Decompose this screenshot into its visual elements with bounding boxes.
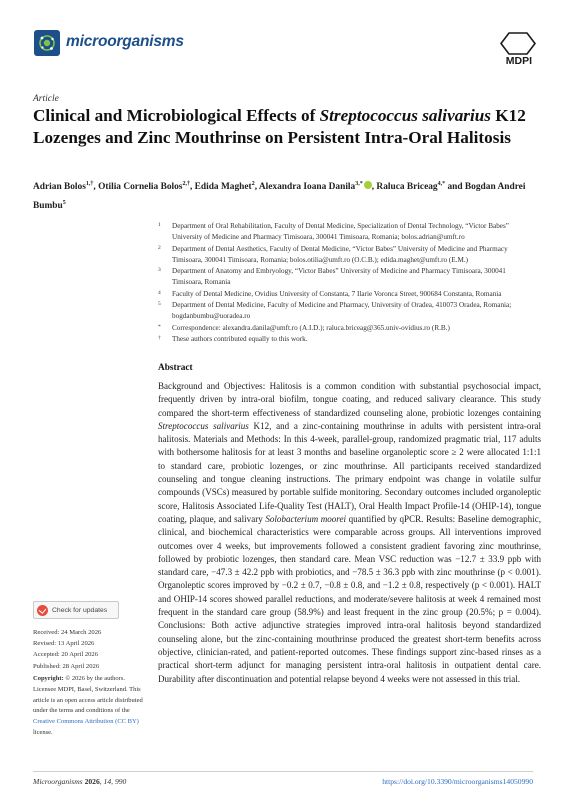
publication-date: Revised: 13 April 2026 (33, 640, 95, 648)
check-for-updates-button[interactable] (33, 601, 119, 619)
check-updates-icon (37, 605, 48, 616)
affiliation-item (158, 266, 538, 289)
author-name: Otilia Cornelia Bolos (98, 182, 183, 193)
author-name: Raluca Briceag (376, 182, 438, 193)
orcid-icon[interactable] (364, 181, 372, 189)
affiliation-number: † (158, 334, 161, 341)
abstract-text: K12, and a zinc-containing mouthrinse in adults with persistent intra-oral halitosis. Materials and Methods: In this 4-week, parallel-group, randomized pragmatic trial, 117 adults with bothersome halitosis for at least 3 months and baseline organoleptic score ≥ 2 were allocated 1:1:1 to standard care, probiotic lozenges, or zinc mouthrinse. All participants received standardized counseling and tongue cleaning instructions. The primary endpoint was change in volatile sulfur compounds (VSCs) measured by portable sulfide monitoring. Secondary outcomes included organoleptic score, Halitosis Associated Life-Quality Test (HALT), Oral Health Impact Profile-14 (OHIP-14), tongue coating, plaque, and salivary (158, 420, 541, 524)
author-affiliation-marker: 2 (251, 181, 255, 187)
affiliation-item (158, 334, 538, 345)
affiliation-item (158, 221, 538, 244)
footer-divider (33, 771, 533, 772)
license-link[interactable]: Creative Commons Attribution (CC BY) (33, 718, 139, 726)
copyright-notice (33, 674, 148, 739)
author-list (33, 176, 543, 214)
footer-citation (33, 777, 126, 786)
affiliation-number: 5 (158, 301, 161, 308)
abstract-text: Background and Objectives: Halitosis is a common condition with substantial psychosocial impact, frequently driven by intra-oral biofilm, tongue coating, and reduced salivary clearance. This study compared the short-term effectiveness of standardized counseling alone, probiotic lozenges containing (158, 381, 541, 418)
author-name: Bogdan Andrei Bumbu (33, 182, 526, 212)
affiliation-number: 3 (158, 267, 161, 274)
footer-journal: Microorganisms (33, 777, 83, 786)
author-separator: , (189, 182, 195, 193)
affiliation-item (158, 289, 538, 300)
affiliation-text: Faculty of Dental Medicine, Ovidius University of Constanta, 7 Ilarie Voronca Street, 900684 Constanta, Romania (172, 289, 502, 298)
affiliation-item (158, 244, 538, 267)
license-suffix: license. (33, 728, 53, 736)
affiliation-text: These authors contributed equally to this work. (172, 334, 308, 343)
title-species: Streptococcus salivarius (319, 106, 491, 125)
author-affiliation-marker: 4,* (437, 181, 446, 187)
affiliation-list (158, 221, 538, 345)
affiliation-item (158, 300, 538, 323)
journal-name: microorganisms (66, 33, 184, 50)
title-prefix: Clinical and Microbiological Effects of (33, 106, 320, 125)
publisher-name: MDPI (505, 55, 532, 67)
author-affiliation-marker: 2,† (182, 181, 190, 187)
affiliation-item (158, 323, 538, 334)
affiliation-text: Correspondence: alexandra.danila@umft.ro (A.I.D.); raluca.briceag@365.univ-ovidius.ro (R.B.) (172, 323, 450, 332)
author-separator: , (254, 182, 259, 193)
affiliation-number: 4 (158, 289, 161, 296)
title-suffix: K12 Lozenges and Zinc Mouthrinse on Persistent Intra-Oral Halitosis (33, 106, 526, 147)
abstract-species-name: Streptococcus salivarius (158, 420, 249, 431)
affiliation-text: Department of Dental Aesthetics, Faculty of Dental Medicine, “Victor Babes” University of Medicine and Pharmacy Timisoara, 300041 Timisoara, Romania; bolos.otilia@umft.ro (O.C.B.); edida.maghet@umft.ro (E.M.) (172, 244, 508, 264)
copyright-label: Copyright: (33, 675, 64, 682)
abstract-body (158, 380, 541, 686)
article-title (33, 105, 543, 148)
affiliation-number: 2 (158, 244, 161, 251)
affiliation-text: Department of Dental Medicine, Faculty of Medicine and Pharmacy, University of Oradea, 410073 Oradea, Romania; bogdanbumbu@uoradea.ro (172, 301, 512, 321)
author-name: Edida Maghet (194, 182, 252, 193)
affiliation-number: 1 (158, 222, 161, 228)
check-updates-label: Check for updates (52, 606, 108, 614)
abstract-species-name: Solobacterium moorei (265, 513, 347, 524)
copyright-text: © 2026 by the authors. Licensee MDPI, Basel, Switzerland. This article is an open access article distributed under the terms and conditions of the (33, 675, 143, 715)
affiliation-text: Department of Anatomy and Embryology, “Victor Babes” University of Medicine and Pharmacy Timisoara, 300041 Timisoara, Romania (172, 267, 506, 287)
author-affiliation-marker: 3,* (355, 181, 363, 187)
article-type: Article (33, 94, 59, 104)
affiliation-number: * (158, 323, 161, 330)
author-affiliation-marker: 1,† (85, 181, 94, 187)
publication-dates (33, 627, 143, 672)
publication-date: Accepted: 20 April 2026 (33, 651, 99, 659)
publication-date: Published: 28 April 2026 (33, 662, 100, 670)
footer-volume-issue: , 14, 990 (99, 777, 127, 786)
journal-logo-icon (34, 30, 60, 56)
abstract-text: quantified by qPCR. Results: Baseline demographic, clinical, and biochemical characteristics were comparable across groups. All interventions improved outcomes over 4 weeks, but improvements followed a consistent gradient favoring zinc mouthrinse, followed by probiotic lozenges, then standard care. Mean VSC reduction was −12.7 ± 33.9 ppb with standard care, −47.3 ± 42.2 ppb with probiotics, and −78.5 ± 36.3 ppb with zinc mouthrinse (p < 0.001). Organoleptic scores improved by −0.2 ± 0.7, −0.8 ± 0.8, and −1.2 ± 0.8, respectively (p < 0.001). HALT and OHIP-14 scores showed parallel reductions, and moderate/severe halitosis at week 4 remained most frequent in the standard care group (58.9%) and least frequent in the zinc group (20.5%; p = 0.004). Conclusions: Both active adjunctive strategies improved intra-oral halitosis beyond standardized counseling alone, but the zinc-containing mouthrinse produced the greatest short-term benefits across objective, clinician-rated, and patient-reported outcomes. These findings support zinc-based rinses as a practical short-term adjunct for managing persistent intra-oral halitosis in outpatient dental care. Durability after discontinuation and potential relapse beyond 4 weeks were not assessed in this trial. (158, 513, 541, 684)
footer-year: 2026 (84, 777, 100, 786)
author-separator: , (93, 182, 99, 193)
author-separator: and (445, 182, 465, 193)
affiliation-text: Department of Oral Rehabilitation, Faculty of Dental Medicine, Specialization of Dental Technology, “Victor Babes” University of Medicine and Pharmacy Timisoara, 300041 Timisoara, Romania; bolos.adrian@umft.ro (172, 222, 509, 242)
publication-date: Received: 24 March 2026 (33, 629, 102, 636)
publisher-logo-icon (500, 32, 536, 55)
footer-doi-link[interactable]: https://doi.org/10.3390/microorganisms14050990 (382, 777, 533, 786)
abstract-heading: Abstract (158, 363, 193, 373)
author-name: Adrian Bolos (33, 182, 86, 193)
author-name: Alexandra Ioana Danila (258, 182, 356, 193)
author-separator: , (371, 182, 377, 193)
author-affiliation-marker: 5 (62, 200, 66, 207)
